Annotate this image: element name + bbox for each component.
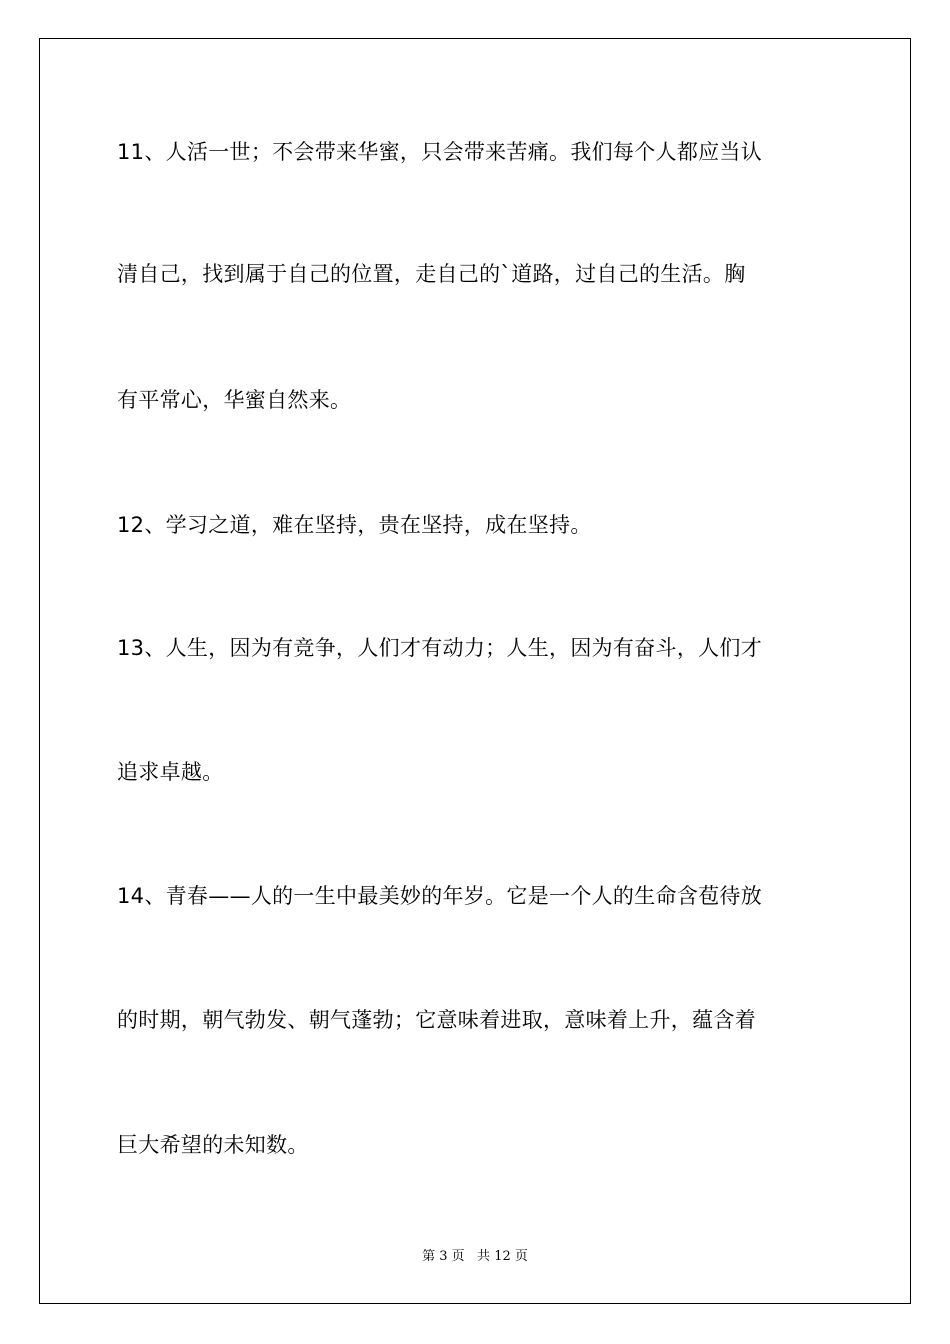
text-line: 追求卓越。 (117, 760, 224, 784)
page-border (39, 38, 911, 1304)
text-line: 11、人活一世；不会带来华蜜，只会带来苦痛。我们每个人都应当认 (117, 140, 763, 164)
text-line: 有平常心，华蜜自然来。 (117, 388, 352, 412)
text-line: 巨大希望的未知数。 (117, 1133, 309, 1157)
text-line: 13、人生，因为有竞争，人们才有动力；人生，因为有奋斗，人们才 (117, 636, 763, 660)
text-line: 14、青春——人的一生中最美妙的年岁。它是一个人的生命含苞待放 (117, 884, 763, 908)
text-line: 12、学习之道，难在坚持，贵在坚持，成在坚持。 (117, 513, 592, 537)
text-line: 的时期，朝气勃发、朝气蓬勃；它意味着进取，意味着上升，蕴含着 (117, 1008, 756, 1032)
page-number-footer: 第 3 页 共 12 页 (422, 1249, 528, 1264)
text-line: 清自己，找到属于自己的位置，走自己的`道路，过自己的生活。胸 (117, 262, 746, 286)
